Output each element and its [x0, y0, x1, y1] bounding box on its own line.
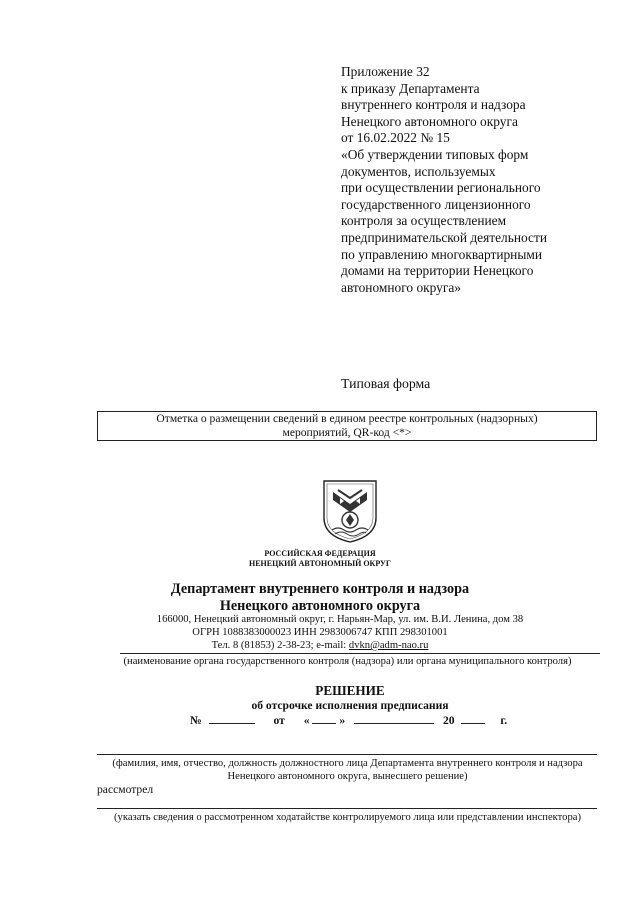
annex-line: Ненецкого автономного округа — [341, 113, 518, 129]
number-field[interactable] — [209, 713, 255, 724]
coat-of-arms-icon — [320, 478, 380, 544]
number-sign: № — [190, 714, 202, 727]
month-field[interactable] — [354, 713, 434, 724]
annex-line: внутреннего контроля и надзора — [341, 97, 526, 113]
registry-qr-line: Отметка о размещении сведений в едином реестре контрольных (надзорных) — [156, 412, 538, 425]
decision-title: РЕШЕНИЕ — [315, 683, 385, 698]
divider-line — [120, 653, 600, 654]
caption-official-line: Ненецкого автономного округа, вынесшего решение) — [227, 771, 468, 782]
quote-open: « — [303, 714, 310, 727]
annex-line: Приложение 32 — [341, 64, 430, 79]
petition-fill-line[interactable] — [97, 808, 597, 809]
official-fill-line[interactable] — [97, 754, 597, 755]
annex-reference — [341, 64, 621, 296]
annex-line: по управлению многоквартирными — [341, 246, 542, 262]
caption-petition: (указать сведения о рассмотренном ходатайстве контролируемого лица или представлении инспектора) — [114, 812, 581, 823]
decision-subtitle: об отсрочке исполнения предписания — [251, 699, 449, 712]
day-field[interactable] — [312, 713, 336, 724]
quote-close: » — [339, 714, 346, 727]
year-suffix: г. — [500, 714, 508, 727]
date-from-label: от — [273, 714, 285, 727]
department-name: Департамент внутреннего контроля и надзора — [170, 581, 470, 597]
registry-qr-box — [97, 411, 597, 441]
email-link[interactable]: dvkn@adm-nao.ru — [348, 640, 429, 651]
annex-line: «Об утверждении типовых форм — [341, 146, 529, 162]
annex-line: к приказу Департамента — [341, 80, 480, 96]
annex-line: предпринимательской деятельности — [341, 229, 547, 245]
annex-line: контроля за осуществлением — [341, 213, 507, 229]
annex-line: домами на территории Ненецкого — [341, 263, 534, 279]
registry-qr-line: мероприятий, QR-код <*> — [282, 426, 412, 439]
caption-official-line: (фамилия, имя, отчество, должность должностного лица Департамента внутреннего контроля и надзора — [112, 758, 583, 769]
decision-number-date-line — [190, 713, 507, 727]
caption-organization: (наименование органа государственного контроля (надзора) или органа муниципального контроля) — [123, 656, 572, 667]
year-prefix: 20 — [442, 714, 455, 727]
phone-text: Тел. 8 (81853) 2-38-23; e-mail: — [211, 640, 349, 651]
considered-label: рассмотрел — [97, 783, 154, 796]
year-field[interactable] — [461, 713, 485, 724]
caption-official — [90, 757, 605, 783]
annex-line: документов, используемых — [341, 163, 496, 179]
okrug-title: НЕНЕЦКИЙ АВТОНОМНЫЙ ОКРУГ — [248, 559, 391, 568]
annex-line: при осуществлении регионального — [341, 180, 541, 196]
department-address: 166000, Ненецкий автономный округ, г. Нарьян-Мар, ул. им. В.И. Ленина, дом 38 — [156, 614, 524, 625]
annex-line: автономного округа» — [341, 279, 461, 295]
federation-title: РОССИЙСКАЯ ФЕДЕРАЦИЯ — [264, 549, 376, 558]
department-name-okrug: Ненецкого автономного округа — [219, 598, 421, 614]
annex-line: от 16.02.2022 № 15 — [341, 130, 450, 146]
annex-line: государственного лицензионного — [341, 196, 531, 212]
department-registration: ОГРН 1088383000023 ИНН 2983006747 КПП 298301001 — [192, 627, 448, 638]
form-type-label: Типовая форма — [341, 376, 431, 391]
department-contacts — [0, 639, 640, 652]
